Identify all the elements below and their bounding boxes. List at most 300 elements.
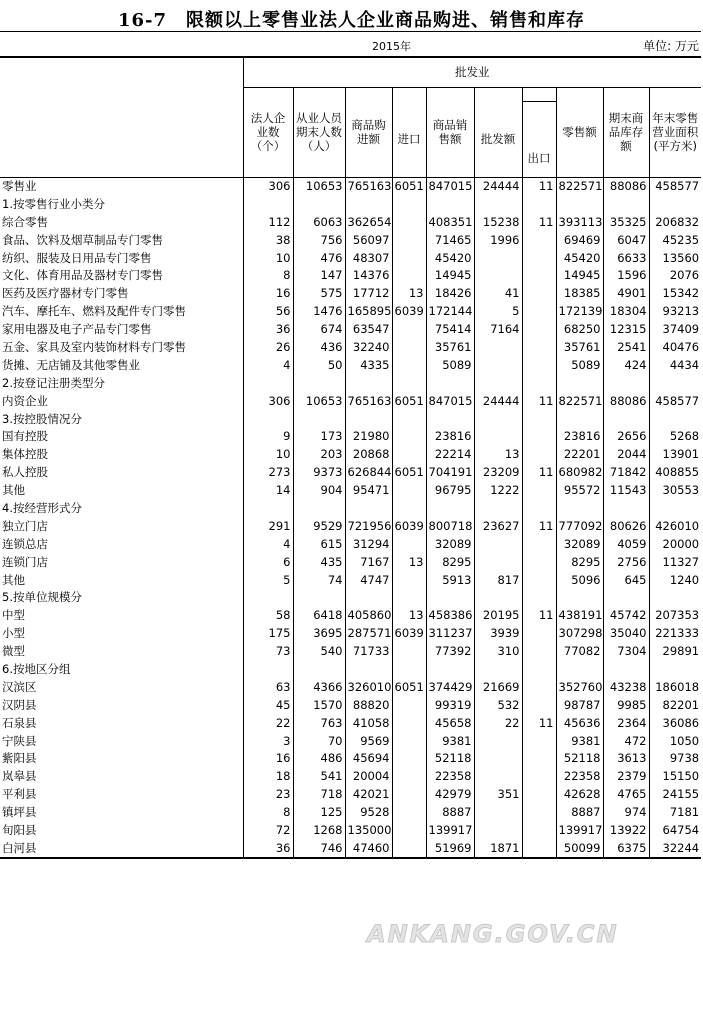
row-cell: 9569 xyxy=(345,732,392,750)
row-cell: 393113 xyxy=(556,213,603,231)
row-cell: 40476 xyxy=(662,339,700,354)
row-cell xyxy=(474,428,522,446)
row-cell: 435 xyxy=(293,553,345,571)
table-row xyxy=(0,553,701,571)
row-label: 岚皋县 xyxy=(0,768,243,786)
row-cell: 847015 xyxy=(426,177,474,195)
row-cell xyxy=(522,482,556,500)
table-body xyxy=(0,177,701,858)
row-label: 汽车、摩托车、燃料及配件专门零售 xyxy=(0,303,243,321)
row-cell xyxy=(474,195,522,213)
row-cell: 4747 xyxy=(345,571,392,589)
row-cell: 847015 xyxy=(426,392,474,410)
row-cell: 18426 xyxy=(426,285,474,303)
row-cell xyxy=(522,321,556,339)
row-cell: 11 xyxy=(522,213,556,231)
row-cell xyxy=(603,195,649,213)
row-cell: 88820 xyxy=(345,696,392,714)
table-row xyxy=(0,535,701,553)
row-cell: 7167 xyxy=(345,553,392,571)
row-cell: 58 xyxy=(243,607,293,625)
row-cell xyxy=(522,678,556,696)
row-cell: 1871 xyxy=(474,839,522,858)
row-cell: 615 xyxy=(293,535,345,553)
row-cell: 458386 xyxy=(426,607,474,625)
row-cell xyxy=(392,571,426,589)
row-cell: 7181 xyxy=(669,805,700,820)
row-label: 石泉县 xyxy=(0,714,243,732)
row-cell: 56 xyxy=(243,303,293,321)
row-cell: 36086 xyxy=(662,715,700,730)
row-cell: 287571 xyxy=(345,625,392,643)
row-cell: 47460 xyxy=(345,839,392,858)
row-label: 5.按单位规模分 xyxy=(0,589,243,607)
table-row xyxy=(0,428,701,446)
table-row xyxy=(0,571,701,589)
row-label: 汉阴县 xyxy=(0,696,243,714)
row-cell: 41 xyxy=(474,285,522,303)
row-cell: 14945 xyxy=(556,267,603,285)
row-cell xyxy=(522,339,556,357)
row-cell: 18304 xyxy=(603,303,649,321)
header-wholesale-top xyxy=(474,87,522,101)
row-cell xyxy=(603,661,649,679)
row-cell: 18 xyxy=(243,768,293,786)
row-cell: 88086 xyxy=(603,177,649,195)
header-legal-entities-text: 法人企业数（个） xyxy=(250,111,286,153)
row-cell: 438191 xyxy=(556,607,603,625)
row-cell: 11 xyxy=(522,607,556,625)
row-cell: 45420 xyxy=(556,249,603,267)
row-cell xyxy=(392,786,426,804)
row-cell: 31294 xyxy=(345,535,392,553)
row-label: 连锁总店 xyxy=(0,535,243,553)
row-cell: 21669 xyxy=(474,678,522,696)
row-cell: 11 xyxy=(522,517,556,535)
row-cell: 746 xyxy=(293,839,345,858)
row-cell xyxy=(392,500,426,518)
row-cell: 11 xyxy=(522,464,556,482)
row-cell: 42021 xyxy=(345,786,392,804)
row-cell: 817 xyxy=(474,571,522,589)
row-cell xyxy=(392,482,426,500)
row-cell: 8 xyxy=(243,267,293,285)
row-cell xyxy=(426,661,474,679)
row-cell xyxy=(649,410,701,428)
row-cell: 42979 xyxy=(426,786,474,804)
row-cell: 68250 xyxy=(556,321,603,339)
row-cell: 20195 xyxy=(474,607,522,625)
row-cell: 69469 xyxy=(556,231,603,249)
unit-label: 单位: 万元 xyxy=(643,39,699,53)
row-cell: 35040 xyxy=(603,625,649,643)
row-cell: 52118 xyxy=(426,750,474,768)
table-row xyxy=(0,714,701,732)
table-row xyxy=(0,804,701,822)
row-cell xyxy=(522,804,556,822)
row-cell: 11 xyxy=(522,177,556,195)
row-cell: 51969 xyxy=(426,839,474,858)
row-cell: 8887 xyxy=(556,804,603,822)
row-cell: 1570 xyxy=(293,696,345,714)
row-cell xyxy=(474,535,522,553)
row-cell: 5913 xyxy=(426,571,474,589)
row-label: 2.按登记注册类型分 xyxy=(0,374,243,392)
row-cell xyxy=(603,500,649,518)
row-label: 医药及医疗器材专门零售 xyxy=(0,285,243,303)
row-label: 宁陕县 xyxy=(0,732,243,750)
row-cell: 48307 xyxy=(345,249,392,267)
row-cell: 374429 xyxy=(426,678,474,696)
header-purchases xyxy=(345,87,392,177)
table-row xyxy=(0,356,701,374)
row-cell: 1596 xyxy=(603,267,649,285)
row-cell: 7164 xyxy=(474,321,522,339)
row-cell xyxy=(392,428,426,446)
statistics-table xyxy=(0,56,701,859)
row-cell: 45 xyxy=(243,696,293,714)
row-cell xyxy=(392,732,426,750)
row-cell: 20868 xyxy=(345,446,392,464)
row-cell: 56097 xyxy=(345,231,392,249)
row-cell: 436 xyxy=(293,339,345,357)
header-inventory xyxy=(603,87,649,177)
row-label: 国有控股 xyxy=(0,428,243,446)
row-cell xyxy=(556,661,603,679)
row-cell xyxy=(522,410,556,428)
header-area xyxy=(649,87,701,177)
row-cell: 70 xyxy=(293,732,345,750)
row-cell: 4 xyxy=(243,535,293,553)
row-cell: 5 xyxy=(474,303,522,321)
table-row xyxy=(0,374,701,392)
row-cell: 3613 xyxy=(603,750,649,768)
row-cell xyxy=(293,589,345,607)
row-cell: 1240 xyxy=(669,572,700,587)
row-cell xyxy=(522,446,556,464)
row-cell: 63 xyxy=(243,678,293,696)
table-row xyxy=(0,822,701,840)
row-cell: 165895 xyxy=(345,303,392,321)
row-cell xyxy=(392,249,426,267)
row-cell: 362654 xyxy=(345,213,392,231)
row-cell: 11543 xyxy=(603,482,649,500)
row-cell xyxy=(392,643,426,661)
row-label: 1.按零售行业小类分 xyxy=(0,195,243,213)
row-cell: 14376 xyxy=(345,267,392,285)
row-cell xyxy=(649,500,701,518)
table-row xyxy=(0,500,701,518)
row-cell: 73 xyxy=(243,643,293,661)
row-cell xyxy=(293,374,345,392)
row-cell xyxy=(522,231,556,249)
row-cell: 77082 xyxy=(556,643,603,661)
row-cell: 203 xyxy=(293,446,345,464)
row-cell xyxy=(474,267,522,285)
row-cell: 5089 xyxy=(426,356,474,374)
row-cell xyxy=(392,714,426,732)
row-cell: 904 xyxy=(293,482,345,500)
row-cell: 800718 xyxy=(426,517,474,535)
row-cell: 10 xyxy=(243,249,293,267)
table-row xyxy=(0,392,701,410)
row-cell: 22358 xyxy=(426,768,474,786)
row-cell: 291 xyxy=(243,517,293,535)
table-row xyxy=(0,464,701,482)
row-cell: 12315 xyxy=(603,321,649,339)
row-cell xyxy=(522,535,556,553)
row-label: 连锁门店 xyxy=(0,553,243,571)
row-cell: 22 xyxy=(243,714,293,732)
row-cell xyxy=(522,303,556,321)
row-cell: 22358 xyxy=(556,768,603,786)
row-cell xyxy=(392,535,426,553)
row-cell: 13901 xyxy=(662,447,700,462)
table-row xyxy=(0,339,701,357)
row-cell: 35761 xyxy=(426,339,474,357)
row-cell xyxy=(392,750,426,768)
row-label: 白河县 xyxy=(0,839,243,858)
row-cell: 8295 xyxy=(556,553,603,571)
row-cell: 99319 xyxy=(426,696,474,714)
row-cell: 756 xyxy=(293,231,345,249)
row-cell: 206832 xyxy=(655,214,700,229)
row-cell xyxy=(474,750,522,768)
row-cell xyxy=(603,374,649,392)
row-cell: 32240 xyxy=(345,339,392,357)
row-label: 五金、家具及室内装饰材料专门零售 xyxy=(0,339,243,357)
row-cell: 50099 xyxy=(556,839,603,858)
row-cell: 172139 xyxy=(556,303,603,321)
row-label: 私人控股 xyxy=(0,464,243,482)
row-cell: 82201 xyxy=(662,697,700,712)
row-cell: 37409 xyxy=(662,322,700,337)
row-cell: 147 xyxy=(293,267,345,285)
row-label: 4.按经营形式分 xyxy=(0,500,243,518)
row-cell xyxy=(474,768,522,786)
row-cell: 45420 xyxy=(426,249,474,267)
row-cell: 20004 xyxy=(345,768,392,786)
row-cell xyxy=(345,195,392,213)
row-cell: 4 xyxy=(243,356,293,374)
table-row xyxy=(0,589,701,607)
row-cell: 221333 xyxy=(655,626,700,641)
row-cell: 311237 xyxy=(426,625,474,643)
header-employees xyxy=(293,87,345,177)
row-cell: 45235 xyxy=(662,232,700,247)
row-cell: 8887 xyxy=(426,804,474,822)
row-cell xyxy=(293,410,345,428)
row-cell: 80626 xyxy=(603,517,649,535)
row-cell xyxy=(243,589,293,607)
row-cell xyxy=(522,267,556,285)
row-cell xyxy=(474,410,522,428)
row-label: 纺织、服装及日用品专门零售 xyxy=(0,249,243,267)
row-cell xyxy=(293,500,345,518)
row-cell: 310 xyxy=(474,643,522,661)
row-cell: 186018 xyxy=(655,679,700,694)
row-cell: 4765 xyxy=(603,786,649,804)
row-cell xyxy=(522,839,556,858)
row-cell: 426010 xyxy=(655,518,700,533)
table-row xyxy=(0,517,701,535)
row-cell: 3695 xyxy=(293,625,345,643)
header-exports: 出口 xyxy=(522,101,556,177)
row-cell xyxy=(556,500,603,518)
row-cell: 9 xyxy=(243,428,293,446)
row-cell: 4059 xyxy=(603,535,649,553)
row-cell: 8 xyxy=(243,804,293,822)
row-cell: 207353 xyxy=(655,608,700,623)
row-cell: 139917 xyxy=(426,822,474,840)
row-cell: 5268 xyxy=(669,429,700,444)
row-cell: 172144 xyxy=(426,303,474,321)
row-cell: 306 xyxy=(243,177,293,195)
row-cell: 10 xyxy=(243,446,293,464)
page-title: 16-7 限额以上零售业法人企业商品购进、销售和库存 xyxy=(117,10,586,31)
row-cell: 41058 xyxy=(345,714,392,732)
table-row xyxy=(0,696,701,714)
row-cell: 9373 xyxy=(293,464,345,482)
row-cell: 24155 xyxy=(662,787,700,802)
row-cell: 45742 xyxy=(603,607,649,625)
row-cell: 2656 xyxy=(603,428,649,446)
row-cell: 822571 xyxy=(556,177,603,195)
row-cell: 30553 xyxy=(662,483,700,498)
row-cell: 11327 xyxy=(662,554,700,569)
row-label: 旬阳县 xyxy=(0,822,243,840)
row-cell: 6051 xyxy=(392,177,426,195)
row-cell: 32089 xyxy=(426,535,474,553)
row-cell: 486 xyxy=(293,750,345,768)
row-label: 其他 xyxy=(0,482,243,500)
title-divider xyxy=(0,31,701,32)
row-cell xyxy=(649,661,701,679)
row-cell: 98787 xyxy=(556,696,603,714)
row-cell: 6418 xyxy=(293,607,345,625)
row-cell: 35761 xyxy=(556,339,603,357)
row-cell xyxy=(474,356,522,374)
watermark: ANKANG.GOV.CN xyxy=(367,920,619,948)
row-cell: 408351 xyxy=(426,213,474,231)
row-cell: 88086 xyxy=(603,392,649,410)
row-cell: 38 xyxy=(243,231,293,249)
row-cell xyxy=(392,356,426,374)
row-cell: 4901 xyxy=(603,285,649,303)
header-sales-text: 商品销售额 xyxy=(432,118,468,146)
row-cell xyxy=(522,768,556,786)
row-cell: 974 xyxy=(603,804,649,822)
row-cell: 10653 xyxy=(293,177,345,195)
table-row xyxy=(0,249,701,267)
header-exports-top xyxy=(522,87,556,101)
row-cell xyxy=(392,231,426,249)
table-row xyxy=(0,607,701,625)
row-cell: 645 xyxy=(603,571,649,589)
row-cell xyxy=(474,249,522,267)
row-cell xyxy=(345,661,392,679)
row-cell: 2379 xyxy=(603,768,649,786)
header-group: 批发业 xyxy=(243,57,701,87)
row-cell xyxy=(392,696,426,714)
row-cell: 7304 xyxy=(603,643,649,661)
row-cell: 13560 xyxy=(662,250,700,265)
row-cell: 306 xyxy=(243,392,293,410)
row-label: 内资企业 xyxy=(0,392,243,410)
row-cell: 476 xyxy=(293,249,345,267)
row-cell: 9381 xyxy=(426,732,474,750)
row-cell: 22201 xyxy=(556,446,603,464)
table-row xyxy=(0,213,701,231)
table-row xyxy=(0,768,701,786)
row-label: 食品、饮料及烟草制品专门零售 xyxy=(0,231,243,249)
row-cell xyxy=(522,571,556,589)
row-cell: 22214 xyxy=(426,446,474,464)
row-cell xyxy=(474,804,522,822)
year-label: 2015年 xyxy=(372,40,411,53)
row-cell: 532 xyxy=(474,696,522,714)
row-label: 集体控股 xyxy=(0,446,243,464)
row-cell: 540 xyxy=(293,643,345,661)
row-cell xyxy=(474,553,522,571)
row-cell xyxy=(392,321,426,339)
row-cell: 765163 xyxy=(345,177,392,195)
row-cell: 6051 xyxy=(392,678,426,696)
row-cell: 10653 xyxy=(293,392,345,410)
row-cell: 15150 xyxy=(662,769,700,784)
row-cell: 718 xyxy=(293,786,345,804)
row-cell: 13 xyxy=(474,446,522,464)
row-cell: 2756 xyxy=(603,553,649,571)
row-cell: 13 xyxy=(392,607,426,625)
row-label: 小型 xyxy=(0,625,243,643)
row-cell: 24444 xyxy=(474,177,522,195)
row-cell: 45658 xyxy=(426,714,474,732)
table-row xyxy=(0,732,701,750)
row-cell: 64754 xyxy=(662,823,700,837)
row-cell xyxy=(603,589,649,607)
row-cell: 763 xyxy=(293,714,345,732)
row-cell: 71733 xyxy=(345,643,392,661)
row-cell xyxy=(522,643,556,661)
row-cell xyxy=(522,285,556,303)
row-cell xyxy=(522,374,556,392)
row-cell: 14945 xyxy=(426,267,474,285)
row-cell: 273 xyxy=(243,464,293,482)
row-cell: 24444 xyxy=(474,392,522,410)
row-cell: 45694 xyxy=(345,750,392,768)
row-cell: 352760 xyxy=(556,678,603,696)
row-cell: 6063 xyxy=(293,213,345,231)
row-cell: 8295 xyxy=(426,553,474,571)
row-cell: 95471 xyxy=(345,482,392,500)
row-cell: 6039 xyxy=(392,303,426,321)
row-cell: 3 xyxy=(243,732,293,750)
header-sales xyxy=(426,87,474,177)
row-cell: 36 xyxy=(243,321,293,339)
row-cell: 680982 xyxy=(556,464,603,482)
row-cell: 351 xyxy=(474,786,522,804)
row-cell: 43238 xyxy=(603,678,649,696)
row-label: 微型 xyxy=(0,643,243,661)
row-cell xyxy=(522,750,556,768)
row-cell xyxy=(522,822,556,840)
row-cell: 6 xyxy=(243,553,293,571)
header-inventory-text: 期末商品库存额 xyxy=(608,111,644,153)
row-cell: 3939 xyxy=(474,625,522,643)
row-cell: 139917 xyxy=(556,822,603,840)
row-cell: 112 xyxy=(243,213,293,231)
